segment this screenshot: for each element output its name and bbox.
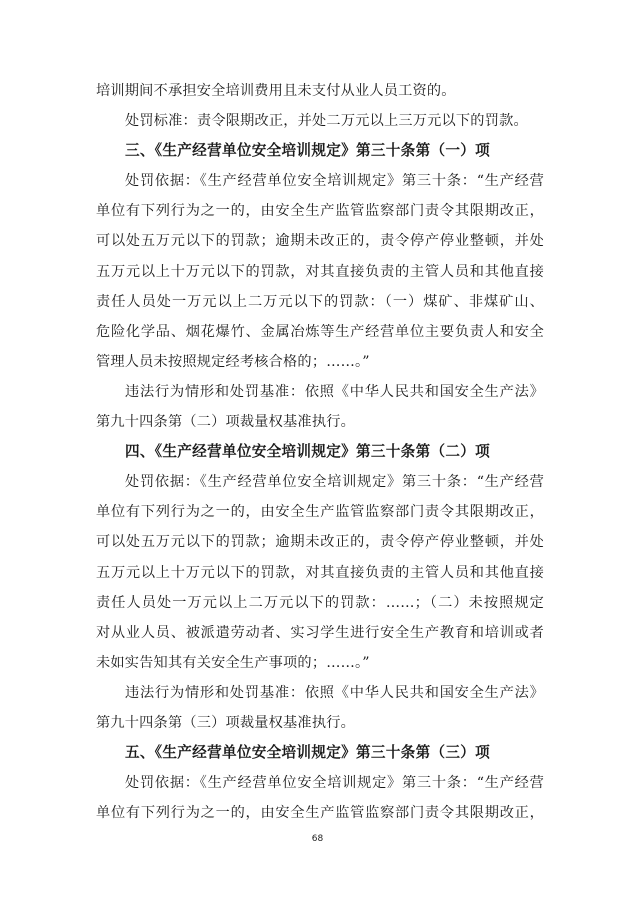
page-number: 68 bbox=[311, 834, 324, 844]
text-line: 单位有下列行为之一的，由安全生产监管监察部门责令其限期改正， bbox=[96, 203, 544, 220]
document-page bbox=[96, 76, 544, 828]
text-line: 危险化学品、烟花爆竹、金属冶炼等生产经营单位主要负责人和安全 bbox=[96, 323, 544, 340]
paragraph bbox=[96, 377, 544, 437]
text-line: 单位有下列行为之一的，由安全生产监管监察部门责令其限期改正， bbox=[96, 504, 544, 521]
text-line: 第九十四条第（二）项裁量权基准执行。 bbox=[96, 414, 355, 431]
text-line: 违法行为情形和处罚基准：依照《中华人民共和国安全生产法》 bbox=[125, 684, 544, 701]
section-heading: 五、《生产经营单位安全培训规定》第三十条第（三）项 bbox=[125, 744, 491, 762]
text-line: 处罚依据：《生产经营单位安全培训规定》第三十条：“生产经营 bbox=[125, 173, 544, 190]
text-line: 可以处五万元以下的罚款；逾期未改正的，责令停产停业整顿，并处 bbox=[96, 534, 544, 551]
text-line: 违法行为情形和处罚基准：依照《中华人民共和国安全生产法》 bbox=[125, 383, 544, 400]
text-line: 责任人员处一万元以上二万元以下的罚款：……；（二）未按照规定 bbox=[96, 594, 544, 611]
paragraph bbox=[96, 678, 544, 738]
text-line: 对从业人员、被派遣劳动者、实习学生进行安全生产教育和培训或者 bbox=[96, 624, 544, 641]
paragraph bbox=[96, 467, 544, 678]
text-line: 处罚标准：责令限期改正，并处二万元以上三万元以下的罚款。 bbox=[125, 113, 528, 130]
paragraph bbox=[96, 76, 544, 106]
text-line: 未如实告知其有关安全生产事项的；……。” bbox=[96, 654, 370, 671]
text-line: 单位有下列行为之一的，由安全生产监管监察部门责令其限期改正， bbox=[96, 805, 544, 822]
text-line: 处罚依据：《生产经营单位安全培训规定》第三十条：“生产经营 bbox=[125, 474, 544, 491]
paragraph bbox=[96, 106, 544, 136]
section-heading: 四、《生产经营单位安全培训规定》第三十条第（二）项 bbox=[125, 443, 491, 461]
paragraph bbox=[96, 166, 544, 377]
text-line: 第九十四条第（三）项裁量权基准执行。 bbox=[96, 714, 355, 731]
section-heading: 三、《生产经营单位安全培训规定》第三十条第（一）项 bbox=[125, 142, 491, 160]
text-line: 培训期间不承担安全培训费用且未支付从业人员工资的。 bbox=[96, 83, 456, 99]
text-line: 管理人员未按照规定经考核合格的；……。” bbox=[96, 353, 370, 370]
paragraph bbox=[96, 768, 544, 828]
text-line: 五万元以上十万元以下的罚款，对其直接负责的主管人员和其他直接 bbox=[96, 263, 544, 280]
text-line: 可以处五万元以下的罚款；逾期未改正的，责令停产停业整顿，并处 bbox=[96, 233, 544, 250]
text-line: 责任人员处一万元以上二万元以下的罚款：（一）煤矿、非煤矿山、 bbox=[96, 293, 544, 310]
text-line: 处罚依据：《生产经营单位安全培训规定》第三十条：“生产经营 bbox=[125, 775, 544, 792]
text-line: 五万元以上十万元以下的罚款，对其直接负责的主管人员和其他直接 bbox=[96, 564, 544, 581]
